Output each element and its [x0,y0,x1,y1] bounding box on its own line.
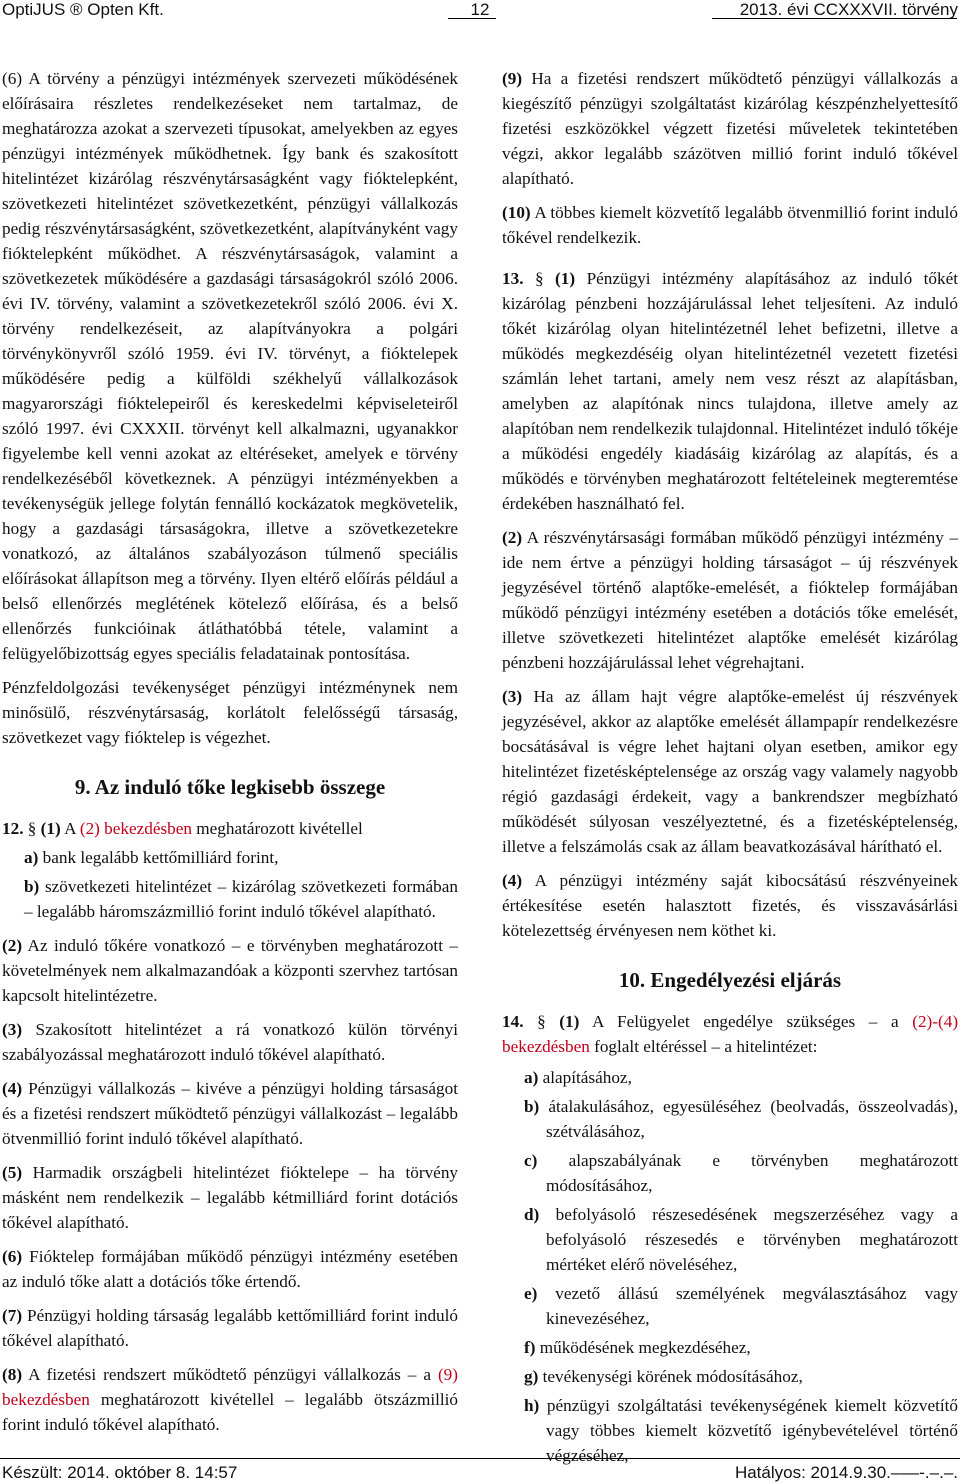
list-item-text: átalakulásához, egyesüléséhez (beolvadás, összeolvadás), szétválásához, [546,1097,958,1141]
paragraph-number: (2) [502,528,523,547]
list-item-label: h) [524,1396,540,1415]
paragraph [2,1017,458,1067]
paragraph-number: (5) [2,1163,23,1182]
section-12-paragraph-1 [2,816,458,841]
paragraph-text: Harmadik országbeli hitelintézet fióktelepe – ha törvény másként nem rendelkezik – legalább kétmilliárd forint dotációs tőkével alapítható. [2,1163,459,1232]
list-item [524,1335,958,1360]
list-item-label: c) [524,1151,538,1170]
list-item [524,1094,958,1144]
paragraph-number: (9) [502,69,523,88]
page-number-rule [448,18,496,19]
paragraph-number: (6) [2,1247,23,1266]
paragraph-number: (3) [502,687,523,706]
law-title: 2013. évi CCXXXVII. törvény [739,0,958,19]
section-symbol: § [534,269,544,288]
paragraph-number: (1) [559,1012,580,1031]
paragraph-number: (10) [502,203,531,222]
paragraph-text: meghatározott kivétellel [196,819,363,838]
list-item-label: b) [524,1097,540,1116]
list-item-label: f) [524,1338,536,1357]
paragraph-text: (6) A törvény a pénzügyi intézmények szervezeti működésének előírásaira részletes rendelkezéseket nem tartalmaz, de meghatározza azokat a szervezeti típusokat, amelyekben az egyes pénzügyi intézmények működhetnek. [2,69,458,163]
page-footer [0,1458,960,1480]
list-item-label: e) [524,1284,538,1303]
paragraph-text: A Felügyelet engedélye szükséges – a [592,1012,899,1031]
cross-reference-link[interactable]: (2)-(4) bekezdésben [502,1012,959,1056]
section-number: 14. [502,1012,524,1031]
paragraph-text: A [64,819,76,838]
section-14-paragraph-1 [502,1009,958,1059]
paragraph-text: Ha az állam hajt végre alaptőke-emelést új részvények jegyzésével, akkor az alaptőke emelését állampapír rendelkezésre bocsátásával is végre lehet hajtani olyan esetben, amikor egy hitelintézet fizetésképtelensége az ország vagy valamely nagyobb régió gazdasági érdekeit, vagy a bankrendszer megbízható működését súlyosan veszélyeztetné, és a fizetésképtelenség, illetve a felszámolás csak az állam beavatkozásával hárítható el. [502,687,959,856]
list-item-text: alapításához, [542,1068,632,1087]
paragraph-text: Fióktelep formájában működő pénzügyi intézmény esetében az induló tőke alatt a dotációs tőke értendő. [2,1247,459,1291]
paragraph-text: A részvénytársasági formában működő pénzügyi intézmény – ide nem értve a pénzügyi holding társaságot – új részvények jegyzésével történő alaptőke-emelését, a fióktelep formájában működő pénzügyi intézmény esetében a dotációs tőke emelését, illetve szövetkezeti hitelintézet alaptőke emelését kizárólag pénzbeni hozzájárulással lehet végrehajtani. [502,528,958,672]
publisher-name: OptiJUS ® Opten Kft. [2,0,164,19]
list-item-text: pénzügyi szolgáltatási tevékenységének kiemelt közvetítő vagy többes kiemelt közvetítő igénybevételével történő végzéséhez, [546,1396,959,1465]
paragraph-text: Pénzügyi intézmény alapításához az induló tőkét kizárólag pénzbeni hozzájárulással lehet teljesíteni. Az induló tőkét kizárólag olyan hitelintézetnél lehet befizetni, illetve a működés megkezdéséig olyan hitelintézetnél vezetett fizetési számlán lehet tartani, amely nem vesz részt az alapításban, amelyben az alapítónak nincs tulajdona, illetve amely az alapítóban nem rendelkezik tulajdonnal. Hitelintézet induló tőkéje a működési engedély kiadásáig kizárólag az alapítás, és a működés e törvényben meghatározott feltételeinek megteremtése érdekében használható fel. [502,269,959,513]
cross-reference-link[interactable]: (2) bekezdésben [79,819,192,838]
paragraph-number: (4) [502,871,523,890]
section-number: 13. [502,269,524,288]
footer-rule [0,1458,960,1459]
paragraph [502,684,958,859]
paragraph [2,1362,458,1437]
paragraph-text: Szakosított hitelintézet a rá vonatkozó külön törvényi szabályozással meghatározott induló tőkével alapítható. [2,1020,459,1064]
list-item [524,1202,958,1277]
paragraph [502,525,958,675]
in-force-date: Hatályos: 2014.9.30.–––-.–.–. [734,1463,958,1482]
section-symbol: § [537,1012,546,1031]
paragraph-number: (4) [2,1079,23,1098]
paragraph-number: (7) [2,1306,23,1325]
paragraph-text: A pénzügyi intézmény saját kibocsátású részvényeinek értékesítése esetén halasztott fizetés, és visszavásárlási kötelezettség érvényesen nem köthet ki. [502,871,958,940]
list-item-label: a) [24,848,39,867]
page-header [0,0,960,22]
section-symbol: § [27,819,37,838]
section-number: 12. [2,819,24,838]
paragraph [2,66,458,666]
list-item-text: működésének megkezdéséhez, [539,1338,751,1357]
list-item [524,1065,958,1090]
paragraph [2,1076,458,1151]
right-column [502,66,958,1472]
paragraph-text: meghatározott kivétellel – legalább ötszázmillió forint induló tőkével alapítható. [2,1390,459,1434]
section-heading: 9. Az induló tőke legkisebb összege [74,775,386,799]
list-item [24,874,458,924]
paragraph-text: Az induló tőkére vonatkozó – e törvényben meghatározott – követelmények nem alkalmazandóak a központi szervhez tartósan kapcsolt hitelintézetre. [2,936,458,1005]
list-item-label: a) [524,1068,539,1087]
paragraph-number: (2) [2,936,23,955]
created-timestamp: Készült: 2014. október 8. 14:57 [2,1463,238,1482]
list-item [524,1364,958,1389]
list-item-text: vezető állású személyének megválasztásához vagy kinevezéséhez, [546,1284,958,1328]
paragraph [502,868,958,943]
paragraph-text: A fizetési rendszert működtető pénzügyi vállalkozás – a [28,1365,431,1384]
paragraph-text: A többes kiemelt közvetítő legalább ötvenmillió forint induló tőkével rendelkezik. [502,203,958,247]
list-item-label: d) [524,1205,540,1224]
list-item [524,1281,958,1331]
list-item-text: befolyásoló részesedésének megszerzéséhez vagy a befolyásoló részesedés e törvényben meghatározott mértéket elérő növeléséhez, [546,1205,959,1274]
list-item-label: g) [524,1367,539,1386]
paragraph-number: (1) [555,269,576,288]
list-item [24,845,458,870]
paragraph-text: foglalt eltéréssel – a hitelintézet: [594,1037,818,1056]
list-item-label: b) [24,877,40,896]
page-number: 12 [470,0,490,19]
list-item-text: bank legalább kettőmilliárd forint, [42,848,279,867]
paragraph-text: Így bank és szakosított hitelintézet kizárólag részvénytársaságként vagy fióktelepként, szövetkezeti hitelintézet szövetkezetként, pénzügyi vállalkozás pedig részvénytársaságként, szövetkezetként, alapítványként vagy fióktelepként működhet. A részvénytársaságok, valamint a szövetkezetek működésére a gazdasági társaságokról szóló 2006. évi IV. törvény, valamint a szövetkezetekről szóló 2006. évi X. törvény rendelkezéseit, az alapítványokra a polgári törvénykönyvről szóló 1959. évi IV. törvényt, a fióktelepek működésére pedig a külföldi székhelyű vállalkozások magyarországi fióktelepeiről és kereskedelmi képviseleteiről szóló 1997. évi CXXXII. törvényt kell alkalmazni, ugyanakkor figyelembe kell venni azokat az eltéréseket, amelyek e törvény rendelkezéséből következnek. A pénzügyi intézményekben a tevékenységük jellege folytán fennálló kockázatok megkövetelik, hogy a gazdasági társaságokra, illetve a szövetkezetekre vonatkozó, az általános szabályozáson túlmenő speciális előírásokat állapítson meg a törvény. Ilyen eltérő előírás például a belső ellenőrzés meglétének kötelező előírása, és a belső ellenőrzés funkcióinak átláthatóbbá tétele, valamint a felügyelőbizottság egyes speciális feladatainak pontosítása. [2,144,459,663]
paragraph [2,1303,458,1353]
paragraph [2,933,458,1008]
paragraph [2,1244,458,1294]
cross-reference-link[interactable]: (9) bekezdésben [2,1365,458,1409]
permit-list [502,1065,958,1468]
paragraph [2,1160,458,1235]
paragraph-number: (3) [2,1020,23,1039]
list-item-text: szövetkezeti hitelintézet – kizárólag szövetkezeti formában – legalább háromszázmillió forint induló tőkével alapítható. [24,877,459,921]
paragraph-number: (1) [40,819,61,838]
paragraph: Pénzfeldolgozási tevékenységet pénzügyi intézménynek nem minősülő, részvénytársaság, korlátolt felelősségű társaság, szövetkezet vagy fióktelep is végezhet. [2,678,458,747]
paragraph-number: (8) [2,1365,23,1384]
paragraph-text: Ha a fizetési rendszert működtető pénzügyi vállalkozás a kiegészítő pénzügyi szolgáltatást kizárólag készpénzhelyettesítő fizetési eszközökkel végzett fizetési műveletek tekintetében végzi, akkor legalább százötven millió forint induló tőkével alapítható. [502,69,958,188]
law-title-rule [712,18,957,19]
section-heading: 10. Engedélyezési eljárás [618,968,842,992]
list-item [524,1148,958,1198]
paragraph [502,66,958,191]
section-13-paragraph-1 [502,266,958,516]
list-item-text: tevékenységi körének módosításához, [542,1367,803,1386]
list-item-text: alapszabályának e törvényben meghatározott módosításához, [546,1151,959,1195]
paragraph-text: Pénzügyi vállalkozás – kivéve a pénzügyi holding társaságot és a fizetési rendszert működtető pénzügyi vállalkozást – legalább ötvenmillió forint induló tőkével alapítható. [2,1079,459,1148]
list-item [524,1393,958,1468]
paragraph-text: Pénzügyi holding társaság legalább kettőmilliárd forint induló tőkével alapítható. [2,1306,458,1350]
paragraph [502,200,958,250]
left-column [2,66,458,1446]
